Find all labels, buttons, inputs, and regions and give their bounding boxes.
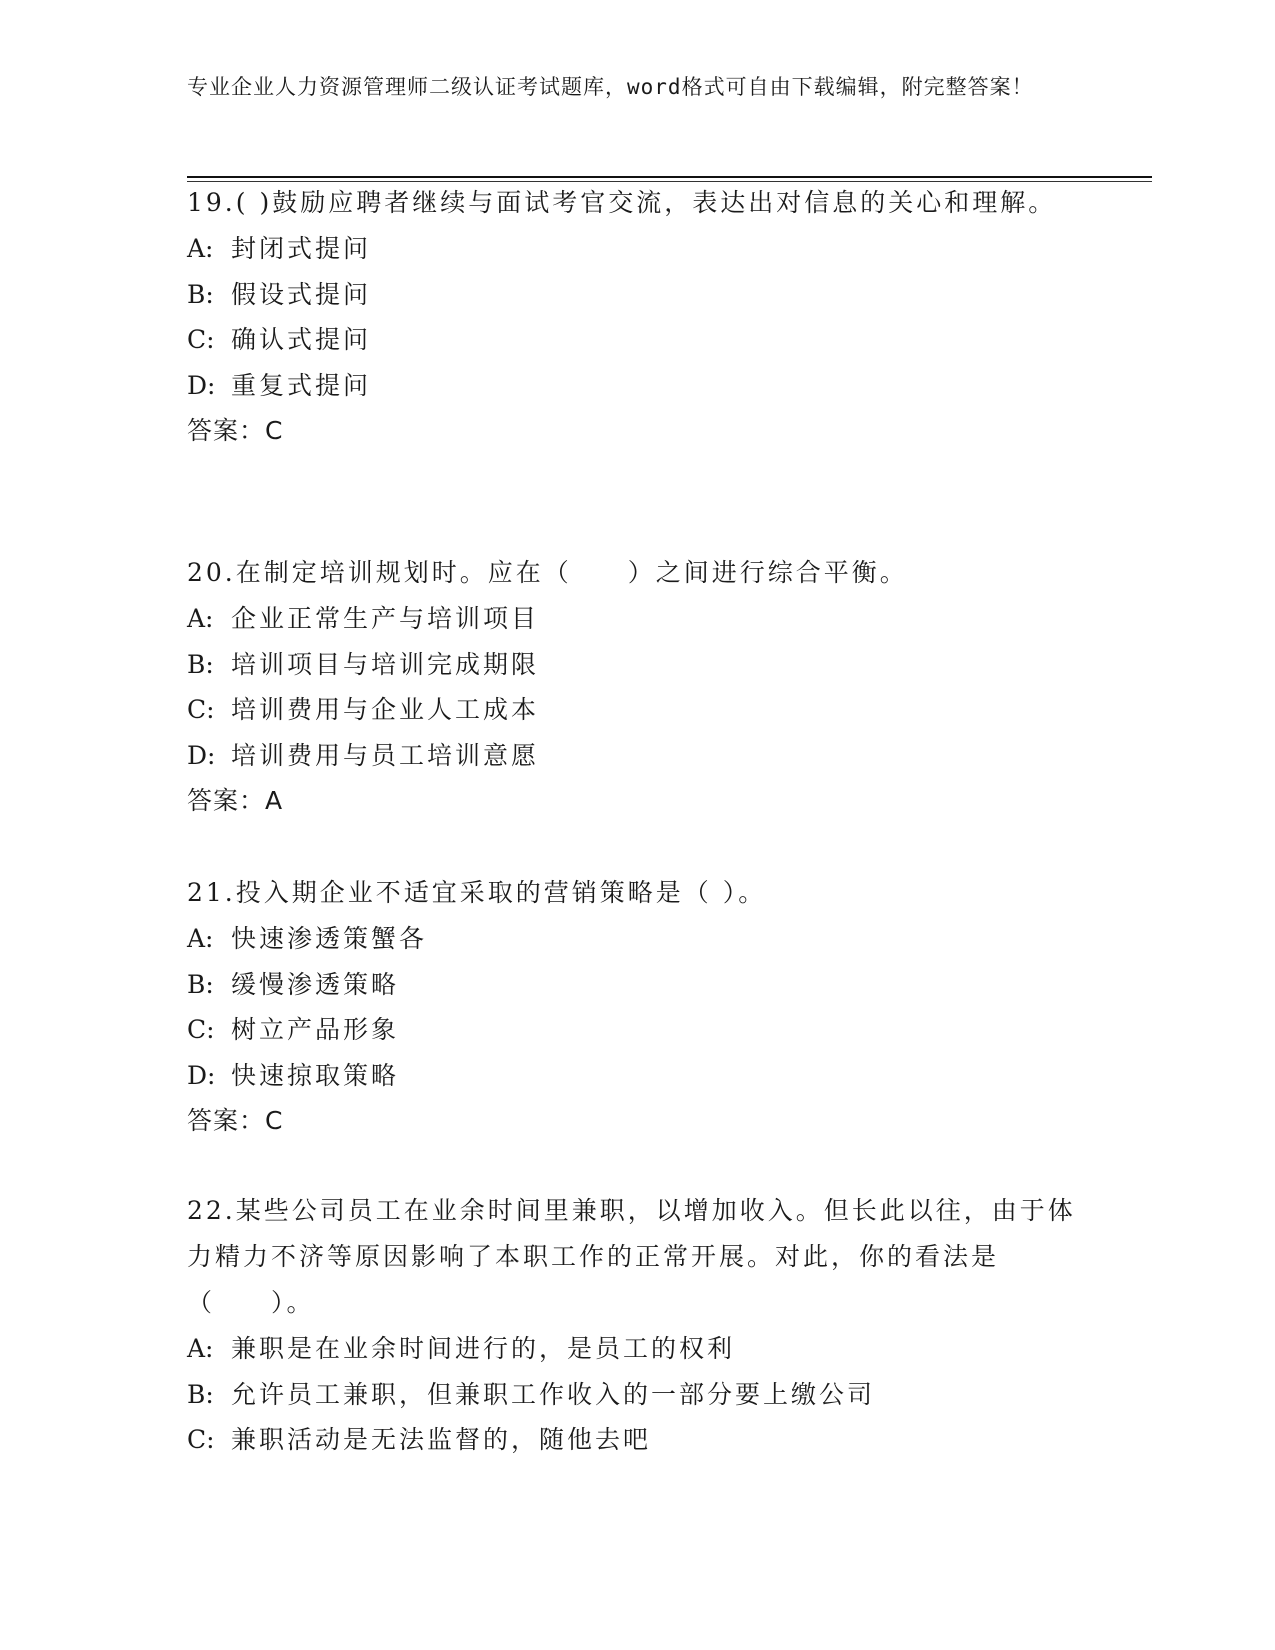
option-text: 缓慢渗透策略 [231, 969, 400, 999]
question-19 [187, 180, 1087, 453]
question-22 [187, 1188, 1087, 1463]
option-letter: D: [187, 740, 216, 770]
option-a [187, 226, 1087, 272]
option-letter: D: [187, 370, 216, 400]
option-c [187, 317, 1087, 363]
question-stem: 20.在制定培训规划时。应在（ ）之间进行综合平衡。 [187, 558, 908, 587]
option-letter: C: [187, 325, 215, 354]
question-stem: 21.投入期企业不适宜采取的营销策略是（ ）。 [187, 878, 767, 907]
option-letter: C: [187, 1425, 215, 1454]
option-text: 快速渗透策蟹各 [231, 924, 428, 953]
option-text: 培训费用与企业人工成本 [231, 695, 540, 724]
question-stem: 22.某些公司员工在业余时间里兼职，以增加收入。但长此以往，由于体力精力不济等原因影响了本职工作的正常开展。对此，你的看法是（ ）。 [187, 1196, 1076, 1317]
option-text: 兼职是在业余时间进行的，是员工的权利 [231, 1334, 736, 1363]
option-text: 快速掠取策略 [231, 1060, 400, 1090]
option-letter: D: [187, 1060, 216, 1090]
option-text: 确认式提问 [231, 325, 372, 354]
document-header: 专业企业人力资源管理师二级认证考试题库，word格式可自由下载编辑，附完整答案！ [187, 75, 1034, 99]
option-letter: A: [187, 234, 214, 263]
option-d [187, 363, 1087, 409]
option-b [187, 962, 1087, 1008]
option-c [187, 1007, 1087, 1053]
question-20 [187, 550, 1087, 823]
option-text: 培训项目与培训完成期限 [231, 649, 540, 679]
option-letter: B: [187, 279, 214, 309]
option-d [187, 733, 1087, 779]
option-a [187, 916, 1087, 962]
option-text: 假设式提问 [231, 279, 372, 309]
option-text: 重复式提问 [231, 370, 372, 400]
answer-line: 答案：C [187, 416, 284, 445]
option-b [187, 272, 1087, 318]
option-letter: B: [187, 649, 214, 679]
option-text: 封闭式提问 [231, 234, 372, 263]
option-c [187, 687, 1087, 733]
option-text: 兼职活动是无法监督的，随他去吧 [231, 1425, 652, 1454]
answer-line: 答案：A [187, 786, 284, 815]
option-letter: A: [187, 924, 214, 953]
question-21 [187, 870, 1087, 1143]
option-d [187, 1053, 1087, 1099]
question-stem: 19.( )鼓励应聘者继续与面试考官交流，表达出对信息的关心和理解。 [187, 188, 1057, 217]
option-a [187, 1326, 1087, 1372]
option-letter: B: [187, 969, 214, 999]
option-text: 树立产品形象 [231, 1015, 400, 1044]
option-text: 允许员工兼职，但兼职工作收入的一部分要上缴公司 [231, 1379, 876, 1409]
option-letter: A: [187, 604, 214, 633]
option-letter: C: [187, 695, 215, 724]
option-a [187, 596, 1087, 642]
option-text: 培训费用与员工培训意愿 [231, 740, 540, 770]
answer-line: 答案：C [187, 1106, 284, 1135]
option-c [187, 1417, 1087, 1463]
option-text: 企业正常生产与培训项目 [231, 604, 540, 633]
option-b [187, 642, 1087, 688]
option-letter: B: [187, 1379, 214, 1409]
option-letter: C: [187, 1015, 215, 1044]
option-letter: A: [187, 1334, 214, 1363]
option-b [187, 1372, 1087, 1418]
header-divider [187, 176, 1152, 178]
